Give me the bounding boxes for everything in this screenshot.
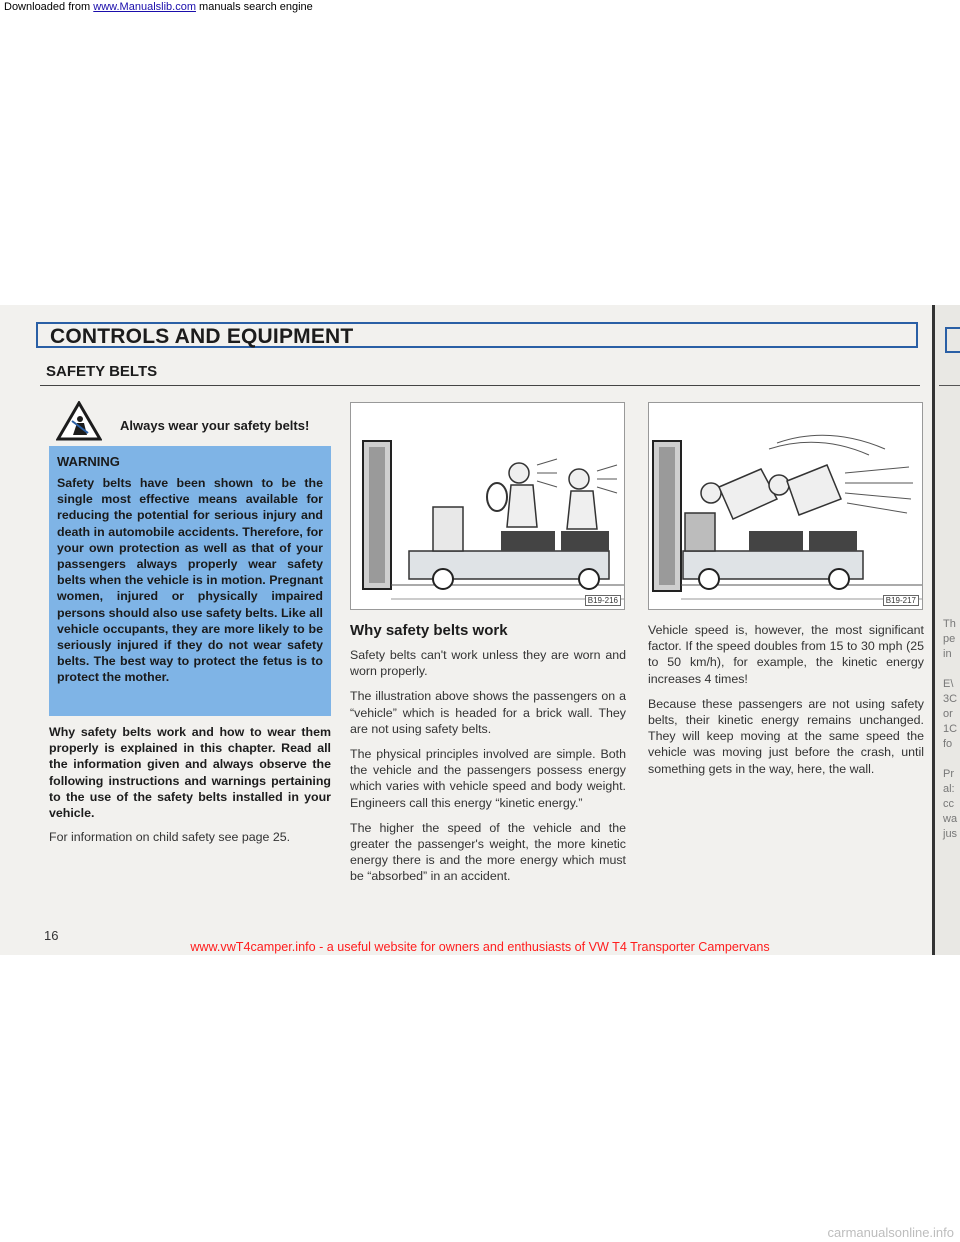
figure-passengers-before-crash — [350, 402, 625, 610]
why-safety-belts-work-heading: Why safety belts work — [350, 622, 508, 639]
figure-code: B19-217 — [883, 595, 919, 606]
chapter-title: CONTROLS AND EQUIPMENT — [50, 325, 354, 348]
body-paragraph: Because these passengers are not using safety belts, their kinetic energy remains unchanged. They will keep moving at the same speed the vehicle was moving just before the crash, until something gets in the way, here, the wall. — [648, 696, 924, 776]
watermark-text: carmanualsonline.info — [827, 1225, 954, 1240]
body-paragraph: Vehicle speed is, however, the most significant factor. If the speed doubles from 15 to 30 mph (25 to 50 km/h), for example, the kinetic energy increases 4 times! — [648, 623, 924, 686]
edge-fragment: Pr — [943, 768, 954, 780]
edge-fragment: in — [943, 648, 952, 660]
edge-fragment: pe — [943, 633, 956, 645]
manualslib-link[interactable]: www.Manualslib.com — [93, 1, 196, 13]
kinetic-energy-column — [648, 622, 924, 786]
next-page-rule — [939, 385, 960, 386]
child-safety-note: For information on child safety see page 25. — [49, 830, 291, 845]
intro-text — [49, 724, 331, 845]
warning-triangle-icon — [56, 401, 102, 441]
edge-fragment: 1C — [943, 723, 958, 735]
warning-heading: Always wear your safety belts! — [120, 418, 310, 433]
edge-fragment: cc — [943, 798, 954, 810]
download-banner — [0, 0, 960, 14]
edge-fragment: Th — [943, 618, 956, 630]
intro-bold-paragraph: Why safety belts work and how to wear them properly is explained in this chapter. Read all the information given and always observe the following instructions and warnings pertaining to the use of the safety belts installed in your vehicle. — [49, 725, 331, 821]
warning-text: Safety belts have been shown to be the single most effective means available for reducing the potential for serious injury and death in automobile accidents. Therefore, for your own protection as well as that of your passengers always properly wear safety belts when the vehicle is in motion. Pregnant women, injured or physically impaired persons should also use safety belts. Like all vehicle occupants, they are more likely to be seriously injured if they do not wear safety belts. The best way to protect the fetus is to protect the mother. — [57, 476, 323, 685]
banner-prefix: Downloaded from — [4, 1, 94, 13]
next-page-header-tab — [945, 327, 960, 353]
edge-fragment: jus — [943, 828, 958, 840]
next-page-edge — [932, 305, 960, 955]
body-paragraph: The higher the speed of the vehicle and the greater the passenger's weight, the more kinetic energy there is and the more energy which must be “absorbed” in an accident. — [350, 820, 626, 884]
edge-fragment: al: — [943, 783, 955, 795]
edge-fragment: wa — [943, 813, 958, 825]
section-divider — [40, 385, 920, 386]
page-number: 16 — [44, 928, 59, 943]
banner-suffix: manuals search engine — [195, 1, 313, 13]
edge-fragment: 3C — [943, 693, 958, 705]
figure-passengers-crash-impact — [648, 402, 923, 610]
warning-box — [49, 446, 331, 716]
figure-code: B19-216 — [585, 595, 621, 606]
body-paragraph: The illustration above shows the passengers on a “vehicle” which is headed for a brick wall. They are not using safety belts. — [350, 689, 626, 736]
section-title: SAFETY BELTS — [46, 363, 158, 380]
edge-fragment: E\ — [943, 678, 954, 690]
body-paragraph: The physical principles involved are simple. Both the vehicle and the passengers possess energy which varies with vehicle speed and body weight. Engineers call this energy “kinetic energy.” — [350, 747, 626, 810]
body-paragraph: Safety belts can't work unless they are worn and worn properly. — [350, 648, 626, 679]
warning-label: WARNING — [57, 454, 120, 469]
footer-website-text: www.vwT4camper.info - a useful website for owners and enthusiasts of VW T4 Transporter Campervans — [190, 940, 770, 954]
why-safety-belts-work-column — [350, 622, 626, 894]
edge-fragment: fo — [943, 738, 953, 750]
edge-fragment: or — [943, 708, 953, 720]
